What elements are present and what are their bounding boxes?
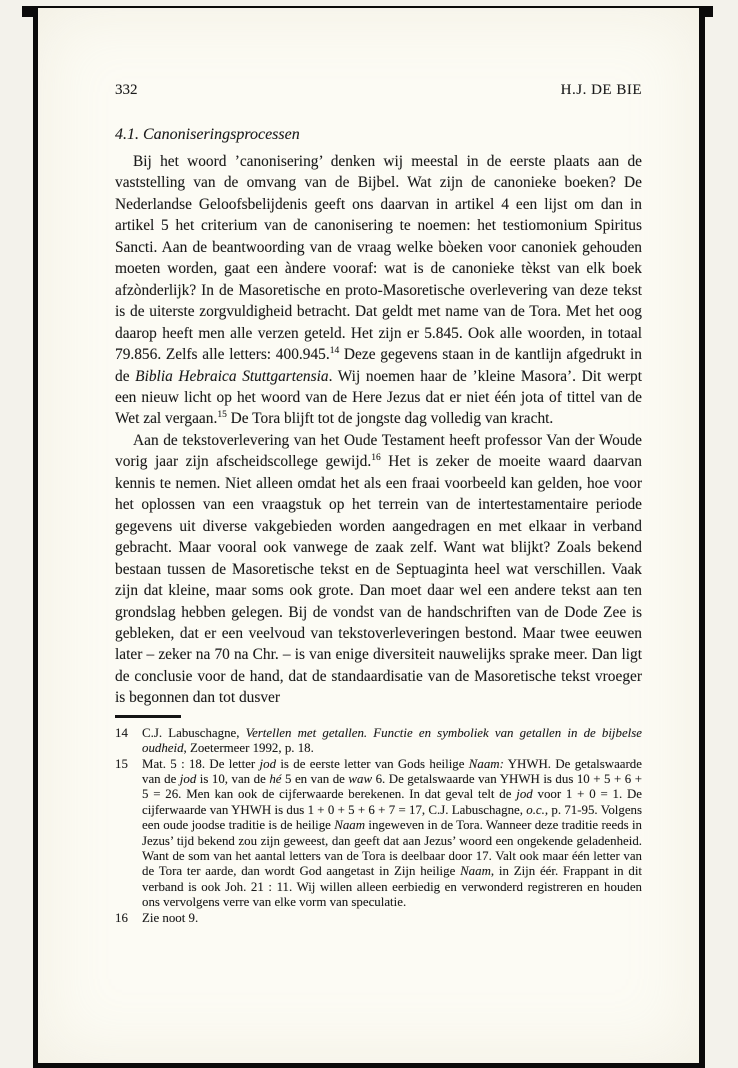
body-paragraphs (115, 151, 642, 709)
footnote-text: C.J. Labuschagne, Vertellen met getallen. Functie en symboliek van getallen in de bijbelse oudheid, Zoetermeer 1992, p. 18. (142, 725, 642, 756)
footnote-ref: 14 (329, 345, 340, 356)
section-heading: 4.1. Canoniseringsprocessen (115, 126, 300, 143)
footnote (115, 757, 642, 911)
running-head: H.J. DE BIE (560, 82, 642, 98)
footnote-number: 16 (115, 910, 128, 925)
footnote-text: Mat. 5 : 18. De letter jod is de eerste letter van Gods heilige Naam: YHWH. De getalswaarde van de jod is 10, van de hé 5 en van de waw 6. De getalswaarde van YHWH is dus 10 + 5 + 6 + 5 = 26. Men kan ook de cijferwaarde berekenen. In dat geval telt de jod voor 1 + 0 = 1. De cijferwaarde van YHWH is dus 1 + 0 + 5 + 6 + 7 = 17, C.J. Labuschagne, o.c., p. 71-95. Volgens een oude joodse traditie is de heilige Naam ingeweven in de Tora. Wanneer deze traditie reeds in Jezus’ tijd bekend zou zijn geweest, dan geeft dat aan Jezus’ woord een ongekende geladenheid. Want de som van het aantal letters van de Tora is deelbaar door 17. Valt ook maar één letter van de Tora ter aarde, dan wordt God aangetast in Zijn heilige Naam, in Zijn éér. Frappant in dit verband is ook Joh. 21 : 11. Wij willen alleen eerbiedig en verwonderd registreren en houden ons vervolgens verre van elke vorm van speculatie. (142, 756, 643, 910)
page-number: 332 (115, 82, 138, 98)
footnote-number: 14 (115, 725, 128, 740)
footnote-number: 15 (115, 756, 128, 771)
footnote-ref: 16 (371, 453, 381, 464)
footnote-text: Zie noot 9. (142, 910, 199, 925)
footnote (115, 726, 642, 757)
page-header (115, 82, 642, 99)
footnote-separator-rule (115, 715, 181, 718)
footnote-ref: 15 (217, 410, 227, 421)
footnotes (115, 726, 642, 926)
paragraph: Bij het woord ’canonisering’ denken wij meestal in de eerste plaats aan de vaststelling van de omvang van de Bijbel. Wat zijn de canonieke boeken? De Nederlandse Geloofsbelijdenis geeft ons daarvan in artikel 4 een lijst om dan in artikel 5 het criterium van de canonisering te noemen: het testiomonium Spiritus Sancti. Aan de beantwoording van de vraag welke bòeken voor canoniek gehouden moeten worden, gaat een àndere vooraf: wat is de canonieke tèkst van elk boek afzònderlijk? In de Masoretische en proto-Masoretische overlevering van deze tekst is de uiterste zorgvuldigheid betracht. Dat geldt met name van de Tora. Met het oog daarop heeft men alle verzen geteld. Het zijn er 5.845. Ook alle woorden, in totaal 79.856. Zelfs alle letters: 400.945.14 Deze gegevens staan in de kantlijn afgedrukt in de Biblia Hebraica Stuttgartensia. Wij noemen haar de ’kleine Masora’. Dit werpt een nieuw licht op het woord van de Here Jezus dat er niet één jota of tittel van de Wet zal vergaan.$^{15}$ De Tora blijft tot de jongste dag volledig van kracht. (115, 153, 642, 428)
paragraph: Aan de tekstoverlevering van het Oude Testament heeft professor Van der Woude vorig jaar zijn afscheidscollege gewijd.$^{16}$ Het is zeker de moeite waard daarvan kennis te nemen. Niet alleen omdat het als een fraai voorbeeld kan gelden, hoe voor het oplossen van een vraagstuk op het terrein van de intertestamentaire periode gegevens uit diverse vakgebieden worden aangedragen en met elkaar in verband gebracht. Maar vooral ook vanwege de zaak zelf. Want wat blijkt? Zoals bekend bestaan tussen de Masoretische tekst en de Septuaginta heel wat verschillen. Vaak zijn dat kleine, maar soms ook grote. Dan moet daar wel een andere tekst aan ten grondslag hebben gelegen. Bij de vondst van de handschriften van de Dode Zee is gebleken, dat er een veelvoud van tekstoverleveringen bestond. Maar twee eeuwen later – zeker na 70 na Chr. – is van enige diversiteit nauwelijks sprake meer. Dan ligt de conclusie voor de hand, dat de standaardisatie van de Masoretische tekst vroeger is begonnen dan tot dusver (115, 431, 642, 707)
footnote (115, 911, 642, 926)
page-content (115, 82, 642, 926)
